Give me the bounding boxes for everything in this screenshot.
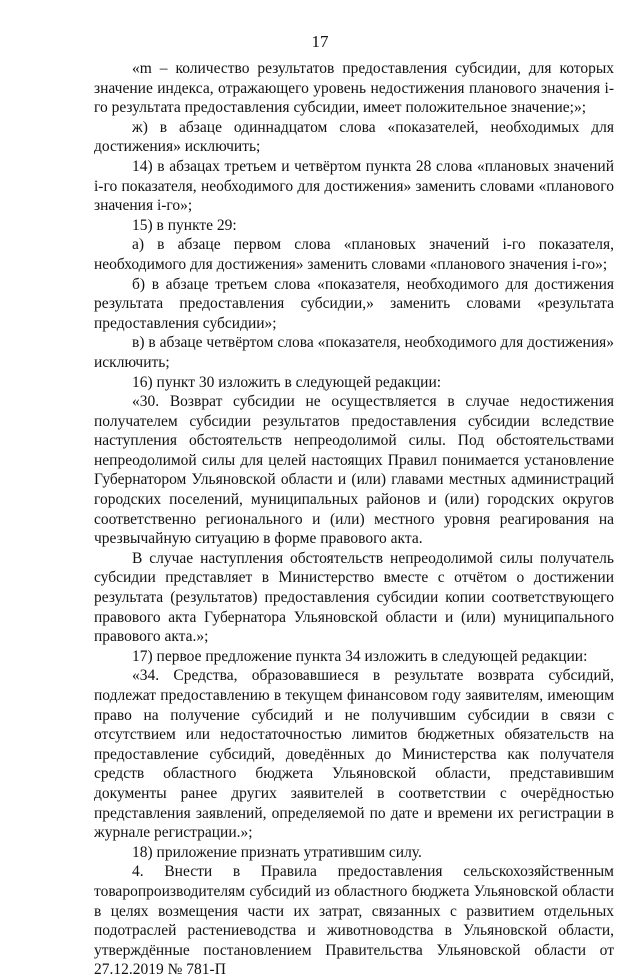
paragraph: 15) в пункте 29: [132, 216, 237, 234]
paragraph: 17) первое предложение пункта 34 изложить в следующей редакции: [132, 647, 588, 665]
paragraph: 16) пункт 30 изложить в следующей редакции: [132, 373, 442, 391]
paragraph: а) в абзаце первом слова «плановых значений i-го показателя, необходимого для достижения» заменить словами «планового значения i-го»; [94, 236, 614, 273]
paragraph: В случае наступления обстоятельств непреодолимой силы получатель субсидии представляет в Министерство вместе с отчётом о достижении результата (результатов) предоставления субсидии копии соответствующего правового акта Губернатора Ульяновской области и (или) муниципального правового акта.»; [94, 549, 614, 646]
page-number: 17 [311, 32, 329, 51]
paragraph: в) в абзаце четвёртом слова «показателя, необходимого для достижения» исключить; [94, 334, 614, 371]
paragraph: 18) приложение признать утратившим силу. [132, 843, 422, 861]
paragraph: «34. Средства, образовавшиеся в результате возврата субсидий, подлежат предоставлению в текущем финансовом году заявителям, имеющим право на получение субсидий и не получившим субсидии в связи с отсутствием или недостаточностью лимитов бюджетных обязательств на предоставление субсидий, доведённых до Министерства как получателя средств областного бюджета Ульяновской области, представившим документы ранее других заявителей в соответствии с очерёдностью представления заявлений, определяемой по дате и времени их регистрации в журнале регистрации.»; [94, 667, 614, 842]
paragraph: 14) в абзацах третьем и четвёртом пункта 28 слова «плановых значений i-го показателя, необходимого для достижения» заменить словами «планового значения i-го»; [94, 157, 614, 215]
paragraph: ж) в абзаце одиннадцатом слова «показателей, необходимых для достижения» исключить; [94, 118, 614, 156]
paragraph: б) в абзаце третьем слова «показателя, необходимого для достижения результата предоставления субсидии,» заменить словами «результата предоставления субсидии»; [94, 275, 614, 332]
paragraph: «30. Возврат субсидии не осуществляется в случае недостижения получателем субсидии результатов предоставления субсидии вследствие наступления обстоятельств непреодолимой силы. Под обстоятельствами непреодолимой силы для целей настоящих Правил понимается установление Губернатором Ульяновской области и (или) главами местных администраций городских поселений, муниципальных районов и (или) городских округов соответственно регионального и (или) местного уровня реагирования на чрезвычайную ситуацию в форме правового акта. [94, 393, 614, 548]
document-body [94, 59, 614, 980]
paragraph: «m – количество результатов предоставления субсидии, для которых значение индекса, отражающего уровень недостижения планового значения i-го результата предоставления субсидии, имеет положительное значение;»; [94, 60, 614, 117]
paragraph: 4. Внести в Правила предоставления сельскохозяйственным товаропроизводителям субсидий из областного бюджета Ульяновской области в целях возмещения части их затрат, связанных с развитием отдельных подотраслей растениеводства и животноводства в Ульяновской области, утверждённые постановлением Правительства Ульяновской области от 27.12.2019 № 781-П [94, 863, 614, 979]
